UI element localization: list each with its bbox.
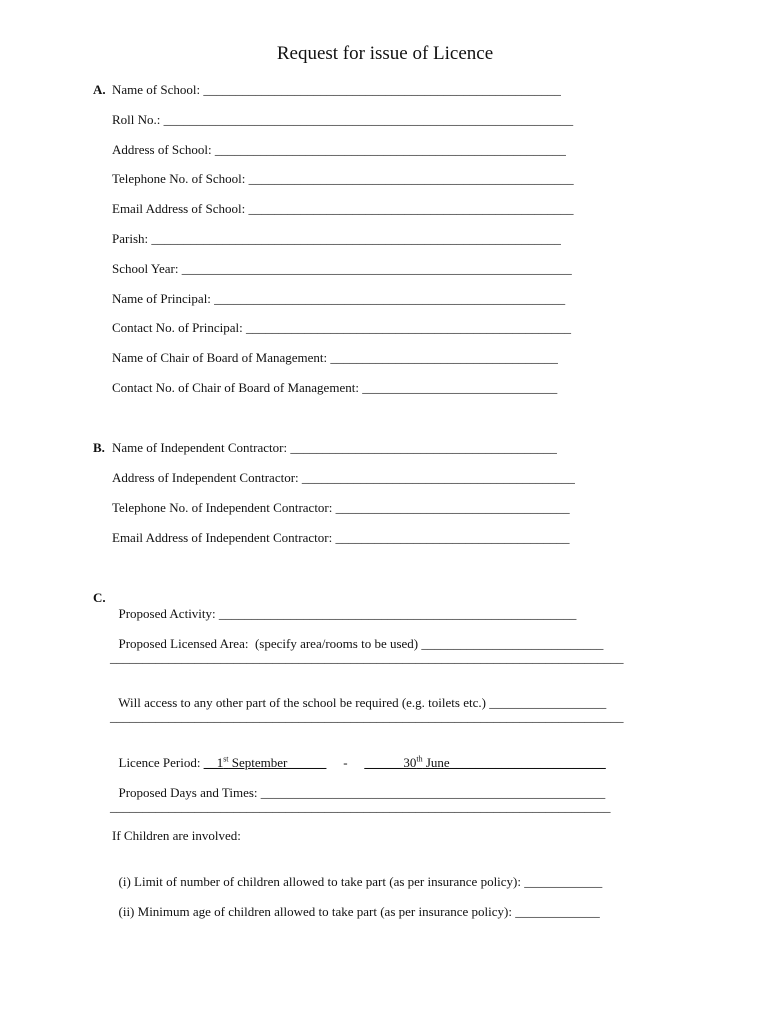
field-label: Name of Independent Contractor: (112, 440, 291, 455)
section-c-letter: C. (93, 590, 106, 605)
field-blank[interactable]: ____________________________________ (335, 500, 570, 515)
field-label: (i) Limit of number of children allowed to take part (as per insurance policy): (118, 874, 525, 889)
field-blank[interactable]: ____________________________________ (335, 530, 570, 545)
licence-period-line (112, 739, 606, 771)
licence-period-end[interactable] (364, 755, 605, 770)
other-access-continuation[interactable]: _______________________________________________________________________________ (110, 709, 624, 724)
period-separator: - (343, 755, 348, 770)
field-blank[interactable]: __________________________________________ (301, 470, 575, 485)
licensed-area-continuation[interactable]: _______________________________________________________________________________ (110, 650, 624, 665)
field-label: Roll No.: (112, 111, 164, 127)
days-times-continuation[interactable]: _____________________________________________________________________________ (110, 799, 611, 814)
form-field-line (112, 470, 575, 486)
proposed-activity-line (112, 590, 576, 622)
field-label: Telephone No. of Independent Contractor: (112, 500, 336, 515)
field-label: Proposed Activity: (118, 606, 219, 621)
field-label: Licence Period: (118, 755, 204, 770)
children-min-age-blank[interactable]: _____________ (515, 904, 600, 919)
children-limit-line (112, 858, 602, 890)
field-blank[interactable]: ______________________________________________________ (214, 290, 566, 306)
field-label: Name of School: (112, 82, 204, 97)
section-b-letter: B. (93, 440, 105, 455)
form-field-line (112, 201, 574, 217)
field-label: Contact No. of Chair of Board of Management: (112, 380, 363, 395)
field-blank[interactable]: __________________________________________________ (248, 171, 574, 187)
field-label: Email Address of School: (112, 201, 249, 217)
field-label: Proposed Days and Times: (118, 785, 261, 800)
field-blank[interactable]: _________________________________________ (290, 440, 557, 455)
field-blank[interactable]: __________________________________________________ (248, 201, 574, 217)
field-label: Address of School: (112, 141, 215, 157)
field-blank[interactable]: ______________________________________________________ (214, 141, 566, 157)
children-limit-blank[interactable]: ____________ (524, 874, 603, 889)
form-field-line (112, 380, 557, 396)
field-label: Name of Principal: (112, 290, 215, 306)
children-heading: If Children are involved: (112, 828, 241, 843)
field-blank[interactable]: _______________________________________________________________ (151, 231, 561, 246)
form-field-line (112, 171, 574, 187)
field-label: Name of Chair of Board of Management: (112, 350, 331, 366)
field-blank[interactable]: __________________________________________________ (245, 320, 571, 336)
field-blank[interactable]: _______________________________________________________________ (163, 111, 574, 127)
end-day: ______30 (364, 755, 417, 770)
field-blank[interactable]: ___________________________________ (330, 350, 558, 366)
days-times-blank[interactable]: _____________________________________________________ (260, 785, 606, 800)
children-min-age-line (112, 888, 600, 920)
form-field-line (112, 500, 570, 516)
days-times-line (112, 769, 605, 801)
proposed-activity-blank[interactable]: _______________________________________________________ (218, 606, 577, 621)
other-access-blank[interactable]: __________________ (489, 695, 607, 710)
form-field-line (112, 112, 573, 128)
field-blank[interactable]: _______________________________________________________ (203, 82, 561, 97)
field-blank[interactable]: ____________________________________________________________ (181, 260, 572, 276)
form-field-line (112, 142, 566, 158)
field-label: Proposed Licensed Area: (specify area/rooms to be used) (118, 636, 422, 651)
form-field-line (112, 261, 572, 277)
form-title: Request for issue of Licence (276, 43, 494, 64)
other-access-line (112, 679, 606, 711)
licensed-area-line (112, 620, 603, 652)
field-label: Email Address of Independent Contractor: (112, 530, 336, 545)
start-month: September______ (228, 755, 327, 770)
section-a-letter: A. (93, 82, 106, 97)
field-label: (ii) Minimum age of children allowed to take part (as per insurance policy): (118, 904, 516, 919)
field-label: Parish: (112, 231, 152, 246)
licence-period-start[interactable] (204, 755, 327, 770)
form-field-line (112, 320, 571, 336)
licensed-area-blank[interactable]: ____________________________ (421, 636, 604, 651)
form-field-line (112, 440, 557, 456)
form-field-line (112, 530, 569, 546)
field-label: Contact No. of Principal: (112, 320, 246, 336)
field-blank[interactable]: ______________________________ (362, 380, 558, 395)
field-label: School Year: (112, 260, 182, 276)
field-label: Telephone No. of School: (112, 171, 249, 187)
start-day-suffix: st (223, 754, 229, 764)
start-day: __1 (203, 755, 224, 770)
field-label: Address of Independent Contractor: (112, 470, 302, 485)
end-month: June________________________ (422, 755, 606, 770)
form-field-line (112, 350, 558, 366)
field-label: Will access to any other part of the school be required (e.g. toilets etc.) (118, 695, 490, 710)
form-field-line (112, 291, 565, 307)
form-field-line (112, 231, 561, 247)
form-field-line (112, 82, 561, 98)
end-day-suffix: th (416, 754, 423, 764)
